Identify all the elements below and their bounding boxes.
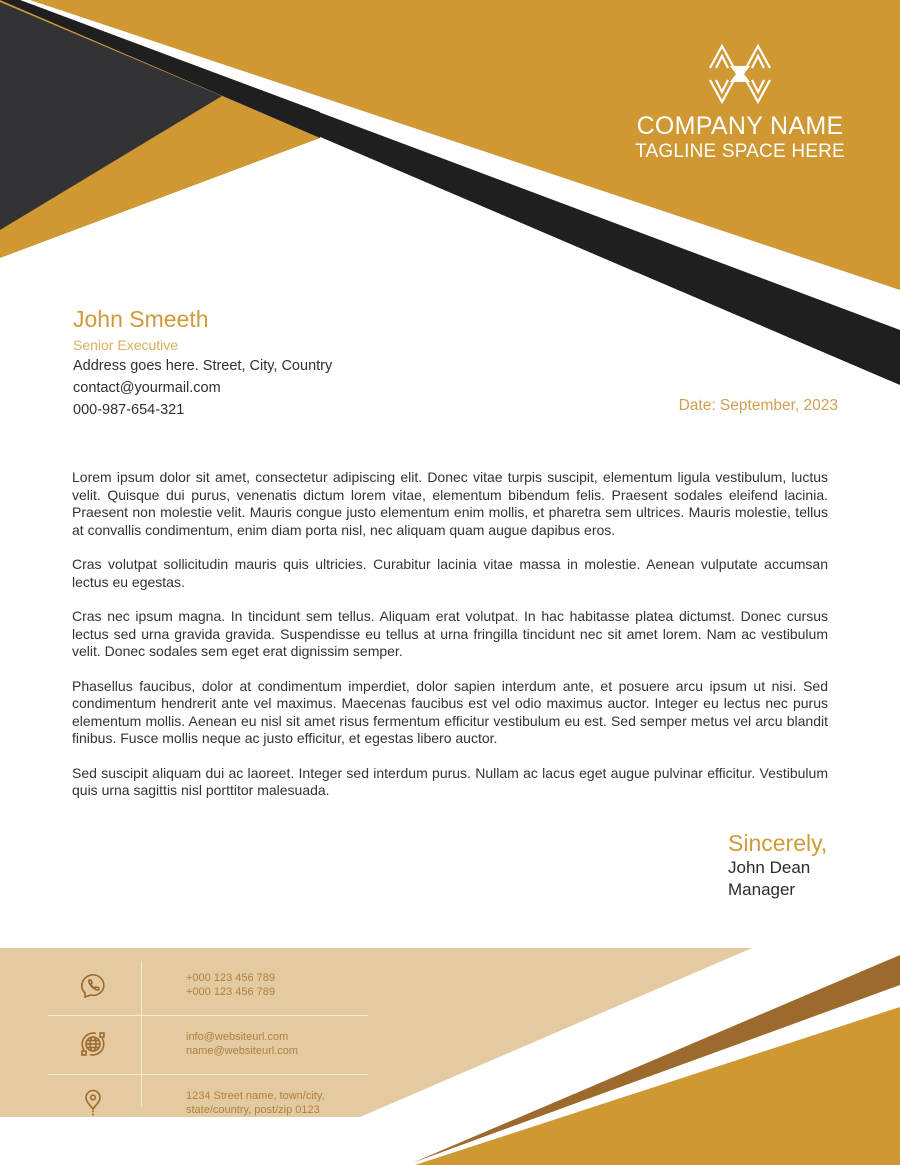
footer-address-1: 1234 Street name, town/city,: [186, 1090, 325, 1102]
footer-row-phone: [48, 958, 368, 1012]
footer-contact-grid: [48, 958, 368, 1130]
sender-phone: 000-987-654-321: [73, 402, 185, 418]
footer-phone-2: +000 123 456 789: [186, 986, 276, 998]
globe-network-icon: [79, 1030, 107, 1058]
letter-date: Date: September, 2023: [678, 397, 838, 414]
location-pin-icon: [79, 1089, 107, 1117]
company-header: [610, 40, 870, 164]
signoff-name: John Dean: [728, 858, 811, 877]
sender-block: [73, 304, 332, 421]
footer-address-2: state/country, post/zip 0123: [186, 1104, 320, 1116]
footer-row-web: [48, 1017, 368, 1071]
sender-name: John Smeeth: [73, 306, 209, 332]
company-tagline: TAGLINE SPACE HERE: [635, 141, 845, 162]
company-name: COMPANY NAME: [636, 112, 844, 140]
footer-divider: [48, 1015, 368, 1016]
footer-phone-1: +000 123 456 789: [186, 972, 276, 984]
body-paragraph: Sed suscipit aliquam dui ac laoreet. Integer sed interdum purus. Nullam ac lacus eget augue pulvinar efficitur. Vestibulum quis urna sagittis nisl porttitor malesuada.: [72, 764, 828, 798]
body-paragraph: Lorem ipsum dolor sit amet, consectetur adipiscing elit. Donec vitae turpis suscipit, elementum ligula vestibulum, luctus velit. Quisque dui purus, venenatis dictum lorem vitae, elementum bibendum felis. Praesent sodales eleifend lacinia. Praesent non molestie velit. Mauris congue justo elementum enim mollis, et pharetra sem ultrices. Mauris molestie, tellus at convallis condimentum, enim diam porta nisl, nec aliquam quam augue dapibus eros.: [72, 469, 828, 538]
signoff-block: [728, 829, 827, 901]
letter-body: [72, 469, 828, 817]
sender-address: Address goes here. Street, City, Country: [73, 358, 333, 374]
sender-email: contact@yourmail.com: [73, 380, 221, 396]
body-paragraph: Cras volutpat sollicitudin mauris quis ultricies. Curabitur lacinia vitae massa in molestie. Aenean vulputate accumsan lectus eu egestas.: [72, 556, 828, 590]
footer-divider: [48, 1074, 368, 1075]
signoff-role: Manager: [728, 880, 796, 899]
double-chevron-x-logo-icon: [708, 40, 772, 108]
whatsapp-phone-icon: [79, 971, 107, 999]
body-paragraph: Cras nec ipsum magna. In tincidunt sem tellus. Aliquam erat volutpat. In hac habitasse platea dictumst. Donec cursus lectus sed urna gravida gravida. Suspendisse eu tellus at urna fringilla tincidunt nec sit amet lorem. Nam ac vestibulum velit. Donec sodales sem eget erat dignissim semper.: [72, 608, 828, 659]
body-paragraph: Phasellus faucibus, dolor at condimentum imperdiet, dolor sapien interdum ante, et posuere arcu ipsum ut nisi. Sed condimentum hendrerit ante vel maximus. Maecenas faucibus est vel odio maximus auctor. Integer eu lectus nec purus elementum mollis. Aenean eu nisl sit amet risus fermentum efficitur vestibulum eu est. Sed semper metus vel arcu blandit finibus. Fusce mollis neque ac justo efficitur, et egestas libero auctor.: [72, 677, 828, 746]
sender-title: Senior Executive: [73, 337, 179, 353]
footer-row-address: [48, 1076, 368, 1130]
footer-email-1: info@websiteurl.com: [186, 1031, 289, 1043]
footer-email-2: name@websiteurl.com: [186, 1045, 299, 1057]
signoff-closing: Sincerely,: [728, 830, 828, 856]
